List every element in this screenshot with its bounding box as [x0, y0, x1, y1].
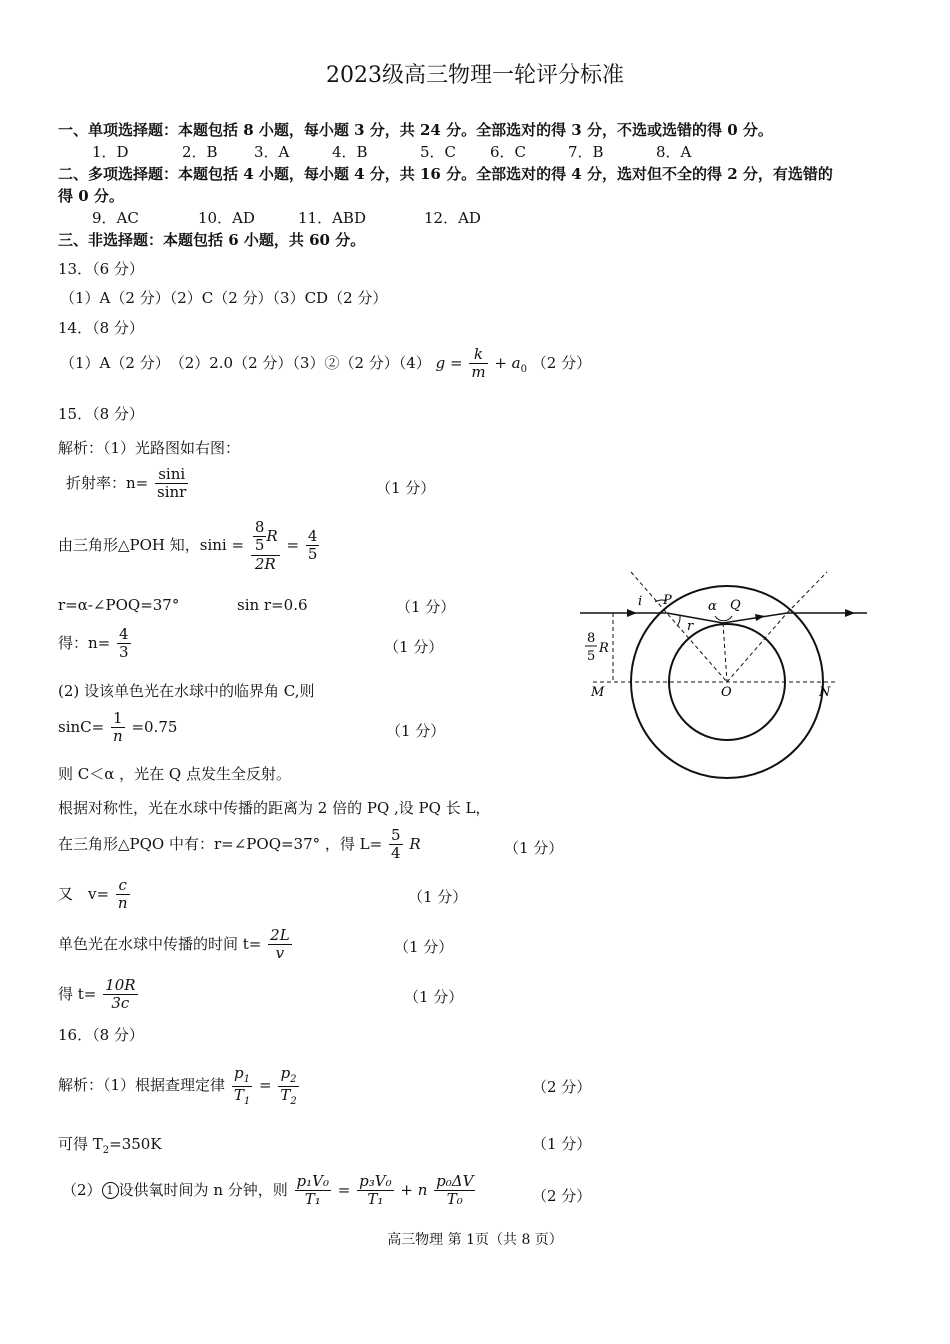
q15-l11-fraction: [268, 927, 292, 963]
answer-2: 2．B: [182, 143, 218, 161]
q13-answer: （1）A（2 分）（2）C（2 分）（3）CD（2 分）: [60, 289, 388, 307]
q15-l6-num: 1: [111, 710, 125, 728]
q15-l9-text: 在三角形△PQO 中有：r=∠POQ=37° ，得 L=: [58, 834, 383, 853]
label-n: N: [819, 685, 831, 700]
q15-score-5: （1 分）: [504, 839, 564, 857]
q15-score-7: （1 分）: [394, 938, 454, 956]
q16-score-3: （2 分）: [532, 1187, 592, 1205]
q15-line3-sin: sin r=0.6: [237, 596, 308, 614]
q14-formula-num: k: [469, 346, 487, 364]
q16-l3-f1-den: T₁: [304, 1190, 321, 1209]
q15-score-8: （1 分）: [404, 988, 464, 1006]
q15-l1-num: sini: [155, 466, 188, 484]
reflected-arrow: [755, 614, 765, 621]
q14-formula-den: m: [471, 363, 486, 382]
q15-l6-tail: =0.75: [131, 717, 178, 736]
q15-line10: [58, 877, 132, 913]
label-8: 8: [587, 631, 596, 646]
label-alpha: α: [708, 599, 717, 614]
q16-line3: [62, 1173, 477, 1209]
q16-l3-f3-den: T₀: [446, 1190, 463, 1209]
q15-l11-den: v: [275, 944, 285, 963]
label-o: O: [721, 685, 732, 700]
q15-l4-num: 4: [119, 625, 129, 643]
section1-answers: [92, 141, 691, 162]
optics-diagram: [575, 560, 875, 810]
q16-l3-f1-num: p₁V₀: [296, 1172, 329, 1190]
q15-score-4: （1 分）: [386, 722, 446, 740]
q16-l3-plus: + n: [400, 1180, 428, 1199]
q15-line11: [58, 927, 294, 963]
q15-l12-fraction: [103, 977, 137, 1013]
section2-answers: [92, 207, 481, 228]
q15-l2-res-den: 5: [307, 545, 318, 564]
page-footer: 高三物理 第 1页（共 8 页）: [387, 1232, 563, 1248]
answer-5: 5．C: [420, 143, 457, 161]
q15-l2-result: [306, 528, 320, 564]
q15-l9-den: 4: [391, 844, 401, 863]
label-m: M: [591, 685, 605, 700]
q15-line7: 则 C＜α ，光在 Q 点发生全反射。: [58, 765, 291, 783]
q16-l2-tail: =350K: [109, 1135, 162, 1153]
answer-9: 9．AC: [92, 209, 139, 227]
q15-line5: (2) 设该单色光在水球中的临界角 C,则: [58, 682, 315, 700]
q15-score-1: （1 分）: [376, 479, 436, 497]
q15-line6: [58, 710, 177, 746]
q15-l12-den: 3c: [111, 994, 130, 1013]
q15-score-2: （1 分）: [396, 598, 456, 616]
q16-score-1: （2 分）: [532, 1078, 592, 1096]
q16-l1-text: 解析：（1）根据查理定律: [58, 1076, 226, 1094]
q16-l1-eq: =: [259, 1076, 272, 1094]
q16-l3-fraction-3: [434, 1173, 475, 1209]
answer-7: 7．B: [568, 143, 604, 161]
q15-l4-text: 得：n=: [58, 633, 111, 652]
q15-l2-nd: 5: [254, 536, 265, 555]
q15-l10-fraction: [116, 877, 130, 913]
q15-line12: [58, 977, 140, 1013]
q15-l6-den: n: [112, 727, 123, 746]
q15-l9-num: 5: [391, 826, 401, 844]
reflected-ray: [723, 613, 787, 623]
q16-l2-text: 可得 T: [58, 1135, 103, 1153]
q16-l3-circle: 1: [102, 1182, 119, 1199]
answer-6: 6．C: [490, 143, 527, 161]
page-title: 2023级高三物理一轮评分标准: [326, 63, 624, 88]
q15-l2-nr: R: [266, 526, 278, 545]
label-q: Q: [730, 598, 741, 613]
q15-l2-nn: 8: [254, 518, 265, 536]
q14-formula-fraction: [469, 346, 487, 382]
refracted-ray: [667, 613, 723, 623]
q15-l9-tail: R: [409, 834, 421, 853]
q15-line3: r=α-∠POQ=37°: [58, 596, 180, 614]
section1-heading: 一、单项选择题：本题包括 8 小题，每小题 3 分，共 24 分。全部选对的得 3 分，不选或选错的得 0 分。: [58, 121, 773, 139]
q15-l1-fraction: [155, 466, 188, 502]
answer-11: 11．ABD: [298, 209, 366, 227]
q14-number: 14．（8 分）: [58, 319, 144, 337]
exit-arrow: [845, 609, 855, 617]
answer-4: 4．B: [332, 143, 368, 161]
q16-l1-den-b: T: [280, 1085, 291, 1104]
radius-to-q: [723, 623, 727, 682]
q15-number: 15．（8 分）: [58, 405, 144, 423]
q14-formula-lhs: g =: [435, 353, 463, 372]
q16-l3-prefix: （2）: [62, 1180, 102, 1199]
normal-at-exit: [787, 572, 827, 613]
q14-formula-sub: 0: [520, 363, 527, 375]
q15-l2-fraction: [251, 519, 280, 573]
answer-10: 10．AD: [198, 209, 255, 227]
label-r: r: [687, 619, 694, 634]
q15-l2-text: 由三角形△POH 知，sini =: [58, 535, 245, 554]
q14-answer: [60, 346, 591, 382]
q16-l1-num-a: p: [234, 1064, 244, 1082]
incident-arrow: [627, 609, 637, 617]
q16-l3-text: 设供氧时间为 n 分钟，则: [118, 1180, 288, 1199]
q16-l1-num-b: p: [280, 1064, 291, 1082]
q16-l1-fraction-a: [232, 1065, 252, 1107]
answer-1: 1．D: [92, 143, 129, 161]
q15-l2-numerator: [251, 519, 280, 556]
q15-l10-den: n: [117, 894, 128, 913]
q15-l12-num: 10R: [105, 976, 136, 994]
q15-line8: 根据对称性，光在水球中传播的距离为 2 倍的 PQ ,设 PQ 长 L，: [58, 799, 491, 817]
q16-l3-f2-num: p₃V₀: [359, 1172, 392, 1190]
q16-l1-den-a-sub: 1: [243, 1095, 251, 1107]
q16-l2-sub: 2: [102, 1145, 110, 1156]
section3-heading: 三、非选择题：本题包括 6 小题，共 60 分。: [58, 231, 366, 249]
q15-l11-text: 单色光在水球中传播的时间 t=: [58, 934, 262, 953]
q15-l2-res-num: 4: [307, 527, 318, 546]
q15-l6-text: sinC=: [58, 717, 105, 736]
q16-score-2: （1 分）: [532, 1135, 592, 1153]
label-r-height: R: [599, 641, 609, 656]
q15-line4: [58, 626, 133, 662]
q15-l2-den: 2R: [254, 554, 276, 573]
radius-to-exit: [727, 613, 787, 682]
q16-l1-num-a-sub: 1: [243, 1074, 251, 1085]
q16-l3-f2-den: T₁: [367, 1190, 384, 1209]
q15-intro: 解析：（1）光路图如右图：: [58, 439, 241, 457]
q15-line9: [58, 827, 421, 863]
q15-l4-fraction: [117, 626, 131, 662]
q16-l1-fraction-b: [278, 1065, 298, 1107]
q15-l4-den: 3: [119, 643, 129, 662]
label-p: P: [663, 593, 672, 608]
q15-line2: [58, 519, 321, 573]
q16-number: 16．（8 分）: [58, 1026, 144, 1044]
normal-at-p: [631, 572, 727, 682]
q16-l1-num-b-sub: 2: [290, 1074, 297, 1085]
label-5: 5: [587, 649, 596, 664]
q16-line1: [58, 1065, 301, 1107]
q15-l1-den: sinr: [157, 483, 187, 502]
q15-l9-fraction: [389, 827, 403, 863]
q15-l12-text: 得 t=: [58, 984, 97, 1003]
angle-alpha-arc: [715, 616, 732, 621]
q15-l2-eq: =: [286, 535, 300, 554]
q16-l3-fraction-1: [295, 1173, 331, 1209]
q13-number: 13．（6 分）: [58, 260, 144, 278]
q14-score: （2 分）: [531, 353, 592, 372]
q15-score-3: （1 分）: [384, 638, 444, 656]
q15-l1-text: 折射率：n=: [66, 473, 149, 492]
section2-heading-line1: 二、多项选择题：本题包括 4 小题，每小题 4 分，共 16 分。全部选对的得 4 分，选对但不全的得 2 分，有选错的: [58, 165, 833, 183]
q16-l3-fraction-2: [357, 1173, 393, 1209]
label-i: i: [638, 594, 643, 609]
q16-line2: [58, 1133, 162, 1156]
q16-l1-den-b-sub: 2: [290, 1095, 297, 1107]
q16-l1-den-a: T: [233, 1085, 244, 1104]
section2-heading-line2: 得 0 分。: [58, 187, 124, 205]
q15-l10-num: c: [116, 877, 130, 895]
q14-formula-tail: + a: [494, 353, 521, 372]
q15-line1: [66, 466, 190, 502]
answer-12: 12．AD: [424, 209, 481, 227]
q14-answer-prefix: （1）A（2 分） （2）2.0（2 分）（3）②（2 分）（4）: [60, 353, 431, 372]
q16-l3-eq: =: [337, 1180, 351, 1199]
q15-score-6: （1 分）: [408, 888, 468, 906]
answer-8: 8．A: [656, 143, 692, 161]
answer-3: 3．A: [254, 143, 290, 161]
q15-l10-text: 又 v=: [58, 884, 110, 903]
q16-l3-f3-num: p₀ΔV: [436, 1172, 474, 1190]
q15-l6-fraction: [111, 710, 125, 746]
q15-l11-num: 2L: [270, 926, 290, 944]
